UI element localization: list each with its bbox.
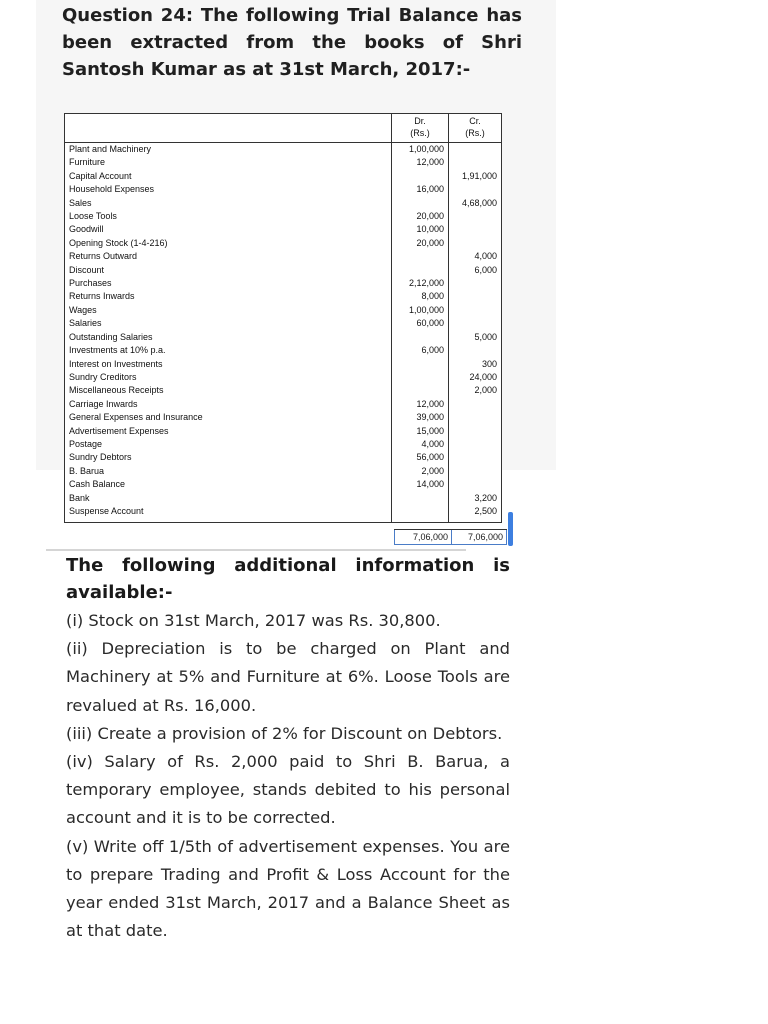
account-name-cell: Returns Inwards (65, 290, 392, 303)
account-name-cell: Opening Stock (1-4-216) (65, 237, 392, 250)
account-name-cell: Miscellaneous Receipts (65, 384, 392, 397)
account-name-cell: Salaries (65, 317, 392, 330)
debit-amount-cell (392, 384, 449, 397)
debit-amount-cell: 20,000 (392, 237, 449, 250)
table-row (65, 237, 502, 250)
table-row (65, 425, 502, 438)
info-item-4: (iv) Salary of Rs. 2,000 paid to Shri B. Barua, a temporary employee, stands debited to his personal account and it is to be corrected. (66, 752, 510, 828)
debit-amount-cell: 1,00,000 (392, 304, 449, 317)
debit-amount-cell: 8,000 (392, 290, 449, 303)
info-item-3: (iii) Create a provision of 2% for Discount on Debtors. (66, 723, 503, 743)
credit-amount-cell (449, 210, 502, 223)
account-name-cell: Investments at 10% p.a. (65, 344, 392, 357)
credit-amount-cell (449, 304, 502, 317)
table-row (65, 411, 502, 424)
credit-amount-cell (449, 317, 502, 330)
credit-amount-cell (449, 438, 502, 451)
debit-amount-cell: 4,000 (392, 438, 449, 451)
account-name-cell: Sales (65, 197, 392, 210)
info-item-5: (v) Write off 1/5th of advertisement expenses. You are to prepare Trading and Profit & Loss Account for the year ended 31st March, 2017 and a Balance Sheet as at that date. (66, 836, 510, 941)
account-name-cell: Wages (65, 304, 392, 317)
total-debit: 7,06,000 (394, 530, 451, 545)
account-name-cell: General Expenses and Insurance (65, 411, 392, 424)
account-name-cell: Furniture (65, 156, 392, 169)
account-name-cell: Discount (65, 264, 392, 277)
info-item-1: (i) Stock on 31st March, 2017 was Rs. 30,800. (66, 611, 441, 630)
debit-amount-cell: 15,000 (392, 425, 449, 438)
account-name-cell: Outstanding Salaries (65, 331, 392, 344)
debit-amount-cell: 10,000 (392, 223, 449, 236)
table-row (65, 210, 502, 223)
table-row (65, 183, 502, 196)
table-row (65, 264, 502, 277)
credit-amount-cell (449, 277, 502, 290)
credit-amount-cell (449, 398, 502, 411)
account-name-cell: Cash Balance (65, 478, 392, 491)
trial-balance-totals (394, 529, 507, 545)
account-name-cell: Capital Account (65, 170, 392, 183)
credit-amount-cell: 5,000 (449, 331, 502, 344)
table-row (65, 197, 502, 210)
account-name-cell: Sundry Creditors (65, 371, 392, 384)
account-name-cell: Advertisement Expenses (65, 425, 392, 438)
debit-amount-cell: 1,00,000 (392, 143, 449, 157)
debit-amount-cell (392, 371, 449, 384)
table-row (65, 304, 502, 317)
account-name-cell: Goodwill (65, 223, 392, 236)
debit-amount-cell: 16,000 (392, 183, 449, 196)
table-row (65, 438, 502, 451)
debit-amount-cell: 12,000 (392, 398, 449, 411)
credit-amount-cell (449, 465, 502, 478)
debit-amount-cell: 14,000 (392, 478, 449, 491)
additional-info-title: The following additional information is available:- (66, 555, 510, 603)
credit-amount-cell (449, 411, 502, 424)
table-row (65, 492, 502, 505)
table-row (65, 143, 502, 157)
selection-handle-marker (508, 512, 513, 546)
credit-amount-cell: 3,200 (449, 492, 502, 505)
debit-amount-cell (392, 505, 449, 523)
credit-amount-cell (449, 425, 502, 438)
debit-amount-cell (392, 250, 449, 263)
account-name-cell: Carriage Inwards (65, 398, 392, 411)
credit-amount-cell: 300 (449, 358, 502, 371)
question-heading: Question 24: The following Trial Balance has been extracted from the books of Shri Santosh Kumar as at 31st March, 2017:- (62, 5, 522, 80)
table-row (65, 465, 502, 478)
debit-amount-cell: 2,000 (392, 465, 449, 478)
header-debit: Dr. (Rs.) (392, 114, 449, 143)
debit-amount-cell (392, 197, 449, 210)
debit-amount-cell: 6,000 (392, 344, 449, 357)
debit-amount-cell: 39,000 (392, 411, 449, 424)
info-item-2: (ii) Depreciation is to be charged on Plant and Machinery at 5% and Furniture at 6%. Loose Tools are revalued at Rs. 16,000. (66, 639, 510, 715)
debit-amount-cell: 2,12,000 (392, 277, 449, 290)
table-row (65, 290, 502, 303)
table-row (65, 358, 502, 371)
debit-amount-cell (392, 358, 449, 371)
credit-amount-cell: 2,000 (449, 384, 502, 397)
debit-amount-cell (392, 170, 449, 183)
credit-amount-cell (449, 183, 502, 196)
account-name-cell: Interest on Investments (65, 358, 392, 371)
table-row (65, 451, 502, 464)
account-name-cell: Loose Tools (65, 210, 392, 223)
debit-amount-cell (392, 492, 449, 505)
credit-amount-cell: 24,000 (449, 371, 502, 384)
header-particulars (65, 114, 392, 143)
table-row (65, 250, 502, 263)
additional-info-list (66, 607, 510, 945)
debit-amount-cell: 20,000 (392, 210, 449, 223)
debit-amount-cell: 60,000 (392, 317, 449, 330)
table-row (65, 384, 502, 397)
credit-amount-cell (449, 290, 502, 303)
header-credit: Cr. (Rs.) (449, 114, 502, 143)
credit-amount-cell: 4,000 (449, 250, 502, 263)
account-name-cell: Household Expenses (65, 183, 392, 196)
credit-amount-cell (449, 478, 502, 491)
divider-line (46, 549, 466, 551)
account-name-cell: Plant and Machinery (65, 143, 392, 157)
table-row (65, 344, 502, 357)
credit-amount-cell: 6,000 (449, 264, 502, 277)
table-row (65, 505, 502, 523)
credit-amount-cell (449, 344, 502, 357)
account-name-cell: Suspense Account (65, 505, 392, 523)
account-name-cell: Purchases (65, 277, 392, 290)
credit-amount-cell: 1,91,000 (449, 170, 502, 183)
account-name-cell: B. Barua (65, 465, 392, 478)
credit-amount-cell (449, 223, 502, 236)
account-name-cell: Postage (65, 438, 392, 451)
credit-amount-cell: 4,68,000 (449, 197, 502, 210)
table-row (65, 398, 502, 411)
account-name-cell: Returns Outward (65, 250, 392, 263)
credit-amount-cell (449, 237, 502, 250)
credit-amount-cell (449, 156, 502, 169)
debit-amount-cell (392, 264, 449, 277)
table-row (65, 170, 502, 183)
table-header-row (65, 114, 502, 143)
debit-amount-cell: 12,000 (392, 156, 449, 169)
table-row (65, 277, 502, 290)
debit-amount-cell: 56,000 (392, 451, 449, 464)
table-row (65, 223, 502, 236)
debit-amount-cell (392, 331, 449, 344)
credit-amount-cell (449, 143, 502, 157)
table-row (65, 317, 502, 330)
account-name-cell: Sundry Debtors (65, 451, 392, 464)
trial-balance-table (64, 113, 502, 523)
total-credit: 7,06,000 (451, 530, 507, 545)
account-name-cell: Bank (65, 492, 392, 505)
table-row (65, 478, 502, 491)
table-row (65, 371, 502, 384)
table-row (65, 156, 502, 169)
trial-balance-table-wrapper (64, 113, 502, 523)
credit-amount-cell: 2,500 (449, 505, 502, 523)
credit-amount-cell (449, 451, 502, 464)
table-row (65, 331, 502, 344)
